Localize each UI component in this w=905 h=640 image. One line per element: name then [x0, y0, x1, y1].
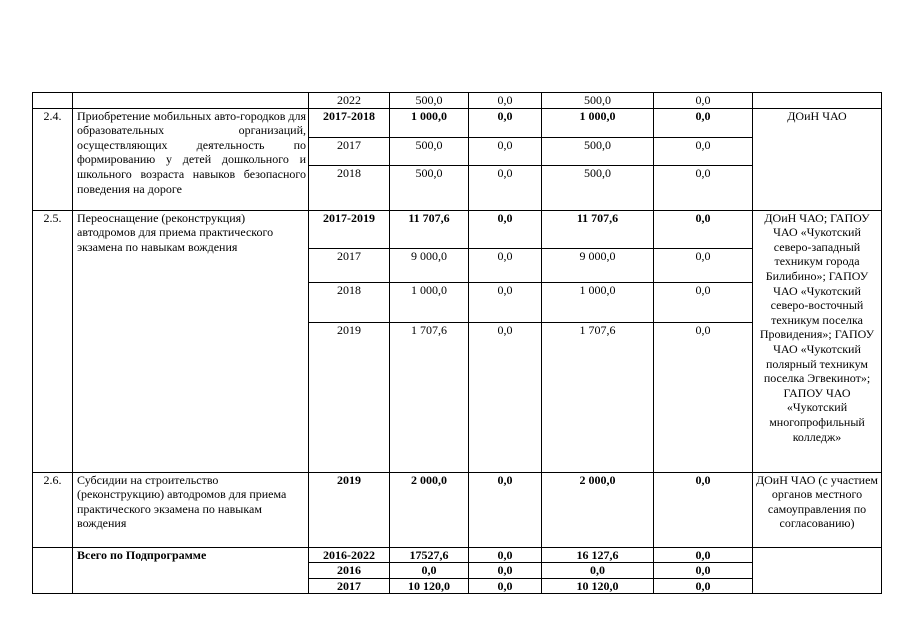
cell-name: Приобретение мобильных авто-городков для образовательных организаций, осуществляющих деятельность по формированию у детей дошкольного и школьного возраста навыков безопасного поведения на дороге: [73, 108, 309, 210]
cell-executor: ДОиН ЧАО: [753, 108, 882, 210]
cell-okrug: 500,0: [542, 165, 654, 210]
cell-year: 2017-2018: [309, 108, 390, 137]
table-row: [33, 93, 882, 109]
cell-other: 0,0: [654, 137, 753, 165]
cell-name: Субсидии на строительство (реконструкцию) автодромов для приема практического экзамена по навыкам вождения: [73, 472, 309, 547]
cell-year: 2022: [309, 93, 390, 109]
cell-total: 1 000,0: [390, 282, 469, 322]
cell-other: 0,0: [654, 578, 753, 594]
cell-total: 500,0: [390, 93, 469, 109]
cell-num: [33, 547, 73, 594]
cell-federal: 0,0: [469, 578, 542, 594]
cell-total: 500,0: [390, 165, 469, 210]
budget-table: [32, 92, 882, 594]
cell-okrug: 2 000,0: [542, 472, 654, 547]
cell-okrug: 16 127,6: [542, 547, 654, 563]
cell-total: 1 707,6: [390, 322, 469, 472]
cell-federal: 0,0: [469, 210, 542, 248]
cell-okrug: 10 120,0: [542, 578, 654, 594]
cell-executor: ДОиН ЧАО; ГАПОУ ЧАО «Чукотский северо-западный техникум города Билибино»; ГАПОУ ЧАО «Чукотский северо-восточный техникум поселка Провидения»; ГАПОУ ЧАО «Чукотский полярный техникум поселка Эгвекинот»; ГАПОУ ЧАО «Чукотский многопрофильный колледж»: [753, 210, 882, 472]
cell-federal: 0,0: [469, 137, 542, 165]
cell-other: 0,0: [654, 322, 753, 472]
cell-federal: 0,0: [469, 248, 542, 282]
cell-total: 0,0: [390, 563, 469, 579]
table-row: [33, 472, 882, 547]
cell-okrug: 1 000,0: [542, 282, 654, 322]
cell-num: 2.6.: [33, 472, 73, 547]
cell-total: 2 000,0: [390, 472, 469, 547]
cell-okrug: 9 000,0: [542, 248, 654, 282]
table-row: [33, 547, 882, 563]
cell-federal: 0,0: [469, 547, 542, 563]
cell-federal: 0,0: [469, 322, 542, 472]
cell-year: 2017: [309, 248, 390, 282]
cell-other: 0,0: [654, 563, 753, 579]
cell-federal: 0,0: [469, 93, 542, 109]
cell-year: 2019: [309, 472, 390, 547]
cell-federal: 0,0: [469, 563, 542, 579]
cell-year: 2018: [309, 165, 390, 210]
cell-name: Всего по Подпрограмме: [73, 547, 309, 594]
cell-other: 0,0: [654, 472, 753, 547]
cell-federal: 0,0: [469, 472, 542, 547]
cell-name: Переоснащение (реконструкция) автодромов для приема практического экзамена по навыкам вождения: [73, 210, 309, 472]
cell-okrug: 500,0: [542, 137, 654, 165]
cell-okrug: 500,0: [542, 93, 654, 109]
cell-total: 17527,6: [390, 547, 469, 563]
cell-other: 0,0: [654, 282, 753, 322]
cell-year: 2019: [309, 322, 390, 472]
cell-okrug: 1 707,6: [542, 322, 654, 472]
cell-num: 2.5.: [33, 210, 73, 472]
cell-total: 1 000,0: [390, 108, 469, 137]
cell-total: 11 707,6: [390, 210, 469, 248]
cell-executor: [753, 547, 882, 594]
cell-other: 0,0: [654, 93, 753, 109]
cell-federal: 0,0: [469, 108, 542, 137]
cell-num: 2.4.: [33, 108, 73, 210]
cell-executor: [753, 93, 882, 109]
cell-total: 10 120,0: [390, 578, 469, 594]
cell-year: 2017: [309, 578, 390, 594]
cell-year: 2017: [309, 137, 390, 165]
cell-num: [33, 93, 73, 109]
cell-name: [73, 93, 309, 109]
cell-executor: ДОиН ЧАО (с участием органов местного самоуправления по согласованию): [753, 472, 882, 547]
cell-year: 2018: [309, 282, 390, 322]
cell-year: 2016-2022: [309, 547, 390, 563]
cell-year: 2016: [309, 563, 390, 579]
cell-other: 0,0: [654, 108, 753, 137]
cell-other: 0,0: [654, 248, 753, 282]
cell-federal: 0,0: [469, 165, 542, 210]
cell-federal: 0,0: [469, 282, 542, 322]
table-row: [33, 210, 882, 248]
cell-okrug: 0,0: [542, 563, 654, 579]
cell-other: 0,0: [654, 165, 753, 210]
cell-okrug: 11 707,6: [542, 210, 654, 248]
cell-total: 9 000,0: [390, 248, 469, 282]
cell-okrug: 1 000,0: [542, 108, 654, 137]
table-row: [33, 108, 882, 137]
cell-other: 0,0: [654, 547, 753, 563]
cell-year: 2017-2019: [309, 210, 390, 248]
cell-total: 500,0: [390, 137, 469, 165]
cell-other: 0,0: [654, 210, 753, 248]
